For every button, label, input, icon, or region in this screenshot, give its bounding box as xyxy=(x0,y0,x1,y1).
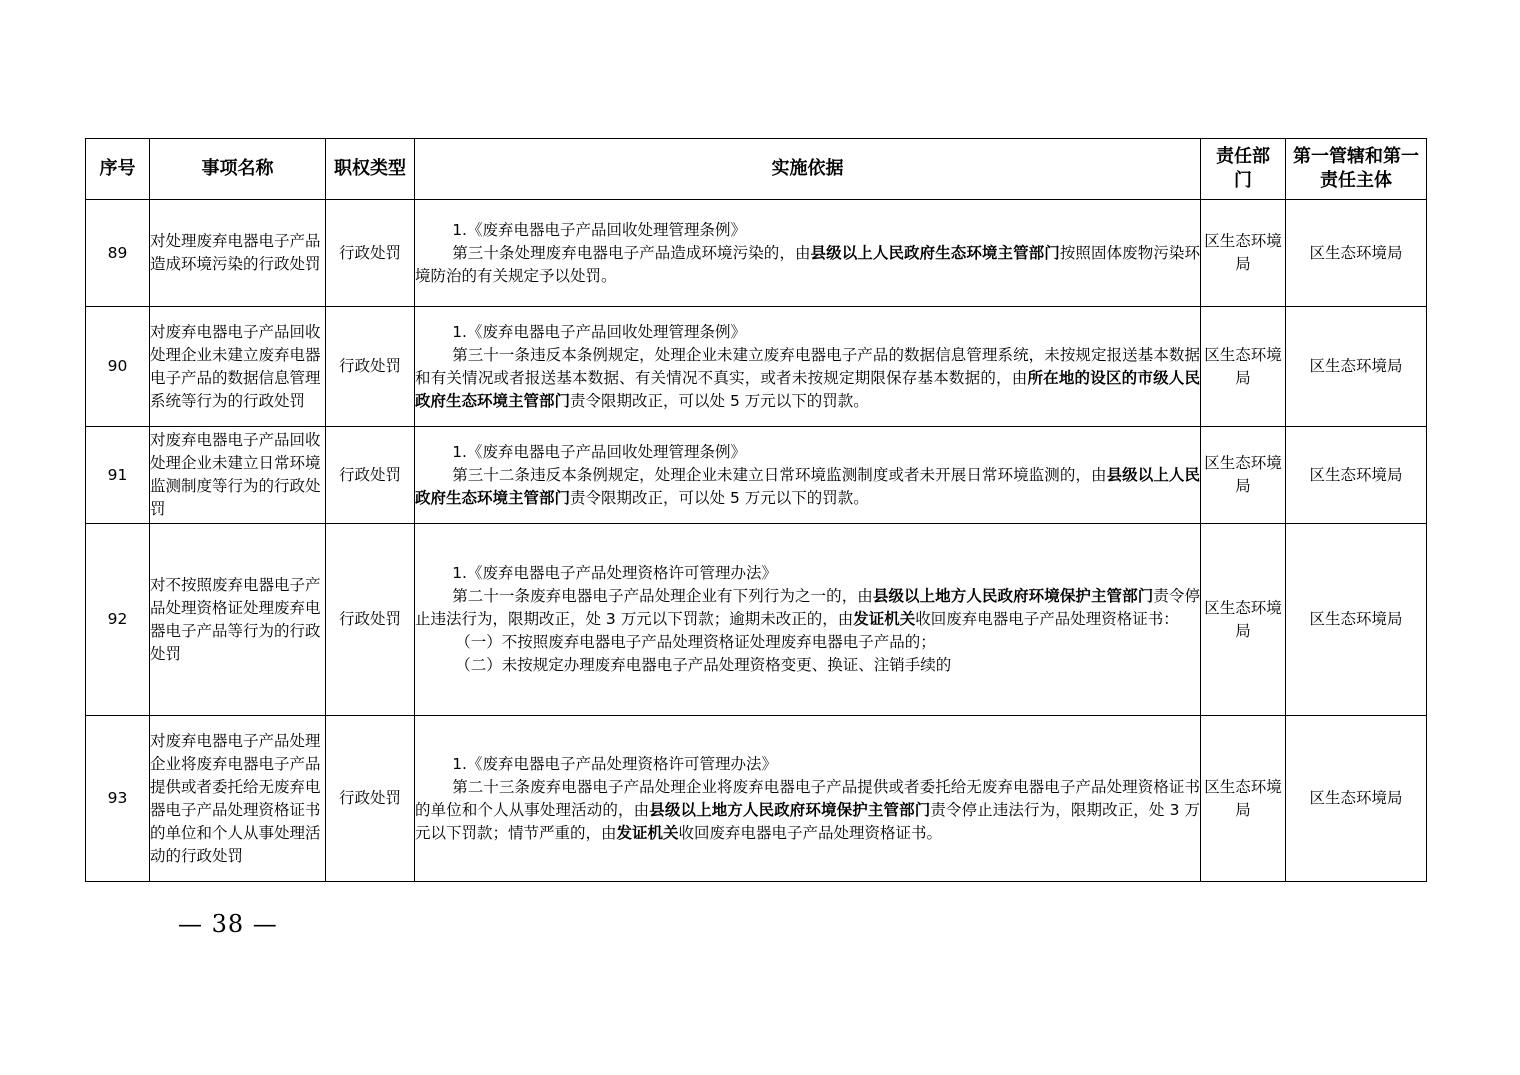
row-basis xyxy=(415,524,1201,716)
row-owner: 区生态环境局 xyxy=(1286,524,1427,716)
page-number: — 38 — xyxy=(178,910,278,938)
header-owner xyxy=(1286,139,1427,200)
row-power-type: 行政处罚 xyxy=(326,716,415,882)
basis-authority: 县级以上地方人民政府环境保护主管部门 xyxy=(649,800,931,819)
basis-text: 责令停止违法行为，限期改正，处 3 万元以下罚款；逾期未改正的，由 xyxy=(415,587,1200,628)
row-item-name: 对处理废弃电器电子产品造成环境污染的行政处罚 xyxy=(150,200,326,307)
table-row xyxy=(86,200,1427,307)
basis-text: 责令限期改正，可以处 5 万元以下的罚款。 xyxy=(570,488,869,507)
row-seq: 91 xyxy=(86,427,150,524)
row-power-type: 行政处罚 xyxy=(326,200,415,307)
basis-text: 第三十一条违反本条例规定，处理企业未建立废弃电器电子产品的数据信息管理系统，未按规定报送基本数据和有关情况或者报送基本数据、有关情况不真实，或者未按规定期限保存基本数据的，由 xyxy=(415,345,1200,387)
row-owner: 区生态环境局 xyxy=(1286,427,1427,524)
header-owner-text: 第一管辖和第一责任主体 xyxy=(1293,146,1419,191)
basis-text: 第三十条处理废弃电器电子产品造成环境污染的，由 xyxy=(452,243,811,262)
header-type-text: 职权类型 xyxy=(334,158,406,179)
row-power-type: 行政处罚 xyxy=(326,427,415,524)
header-type xyxy=(326,139,415,200)
header-dept xyxy=(1201,139,1286,200)
row-item-name: 对不按照废弃电器电子产品处理资格证处理废弃电器电子产品等行为的行政处罚 xyxy=(150,524,326,716)
basis-law-title: 1.《废弃电器电子产品处理资格许可管理办法》 xyxy=(452,564,777,582)
row-item-name: 对废弃电器电子产品回收处理企业未建立日常环境监测制度等行为的行政处罚 xyxy=(150,427,326,524)
table-header-row xyxy=(86,139,1427,200)
row-seq: 89 xyxy=(86,200,150,307)
basis-text: 第三十二条违反本条例规定，处理企业未建立日常环境监测制度或者未开展日常环境监测的，由 xyxy=(452,465,1107,484)
basis-text: 第二十一条废弃电器电子产品处理企业有下列行为之一的，由 xyxy=(452,587,873,605)
basis-authority: 所在地的设区的市级人民政府生态环境主管部门 xyxy=(415,368,1200,410)
basis-authority: 县级以上人民政府生态环境主管部门 xyxy=(810,243,1060,262)
basis-text: 责令限期改正，可以处 5 万元以下的罚款。 xyxy=(570,391,869,410)
row-seq: 90 xyxy=(86,307,150,427)
row-dept: 区生态环境局 xyxy=(1201,716,1286,882)
basis-authority: 发证机关 xyxy=(853,610,916,628)
basis-article xyxy=(415,242,1200,288)
basis-clause: （二）未按规定办理废弃电器电子产品处理资格变更、换证、注销手续的 xyxy=(455,656,952,674)
basis-law-title: 1.《废弃电器电子产品处理资格许可管理办法》 xyxy=(452,754,777,773)
row-power-type: 行政处罚 xyxy=(326,524,415,716)
basis-authority: 县级以上地方人民政府环境保护主管部门 xyxy=(872,587,1154,605)
header-dept-text: 责任部门 xyxy=(1216,146,1270,191)
row-item-name: 对废弃电器电子产品回收处理企业未建立废弃电器电子产品的数据信息管理系统等行为的行政处罚 xyxy=(150,307,326,427)
row-seq: 92 xyxy=(86,524,150,716)
row-item-name: 对废弃电器电子产品处理企业将废弃电器电子产品提供或者委托给无废弃电器电子产品处理资格证书的单位和个人从事处理活动的行政处罚 xyxy=(150,716,326,882)
row-dept: 区生态环境局 xyxy=(1201,307,1286,427)
basis-law-title: 1.《废弃电器电子产品回收处理管理条例》 xyxy=(452,442,746,461)
basis-text: 按照固体废物污染环境防治的有关规定予以处罚。 xyxy=(415,243,1200,285)
row-basis xyxy=(415,716,1201,882)
basis-text: 责令停止违法行为，限期改正，处 3 万元以下罚款；情节严重的，由 xyxy=(415,800,1200,842)
table-row xyxy=(86,427,1427,524)
basis-article xyxy=(415,776,1200,845)
row-basis xyxy=(415,307,1201,427)
row-owner: 区生态环境局 xyxy=(1286,716,1427,882)
basis-law-title: 1.《废弃电器电子产品回收处理管理条例》 xyxy=(452,220,746,239)
basis-article xyxy=(415,464,1200,510)
row-owner: 区生态环境局 xyxy=(1286,200,1427,307)
basis-article xyxy=(415,344,1200,413)
row-dept: 区生态环境局 xyxy=(1201,427,1286,524)
table-row xyxy=(86,524,1427,716)
row-dept: 区生态环境局 xyxy=(1201,200,1286,307)
row-seq: 93 xyxy=(86,716,150,882)
header-basis: 实施依据 xyxy=(415,139,1201,200)
basis-law-title: 1.《废弃电器电子产品回收处理管理条例》 xyxy=(452,322,746,341)
basis-text: 第二十三条废弃电器电子产品处理企业将废弃电器电子产品提供或者委托给无废弃电器电子产品处理资格证书的单位和个人从事处理活动的，由 xyxy=(415,777,1200,819)
header-name: 事项名称 xyxy=(150,139,326,200)
table-row xyxy=(86,716,1427,882)
basis-authority: 县级以上人民政府生态环境主管部门 xyxy=(415,465,1200,507)
row-basis xyxy=(415,427,1201,524)
basis-article xyxy=(415,585,1200,631)
row-dept: 区生态环境局 xyxy=(1201,524,1286,716)
basis-clause: （一）不按照废弃电器电子产品处理资格证处理废弃电器电子产品的； xyxy=(455,633,936,651)
row-owner: 区生态环境局 xyxy=(1286,307,1427,427)
row-power-type: 行政处罚 xyxy=(326,307,415,427)
basis-authority: 发证机关 xyxy=(616,823,679,842)
responsibility-table xyxy=(85,138,1427,882)
header-seq: 序号 xyxy=(86,139,150,200)
basis-text: 收回废弃电器电子产品处理资格证书。 xyxy=(678,823,943,842)
row-basis xyxy=(415,200,1201,307)
basis-text: 收回废弃电器电子产品处理资格证书： xyxy=(915,610,1179,628)
table-row xyxy=(86,307,1427,427)
